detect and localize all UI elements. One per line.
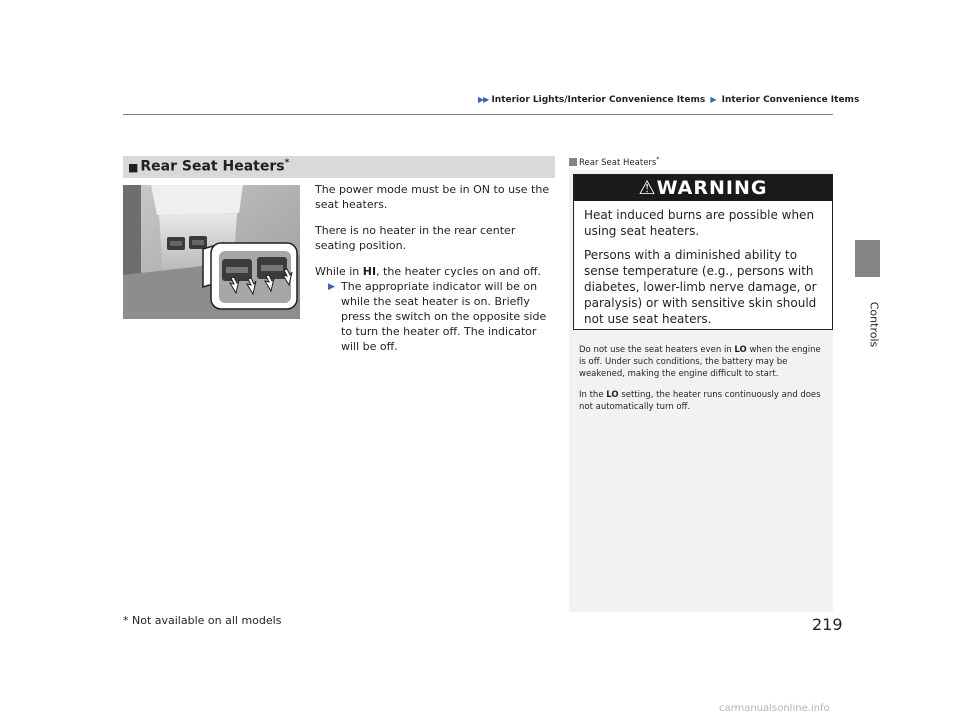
section-title xyxy=(128,158,289,175)
side-note-p2-pre: In the xyxy=(579,390,607,400)
page-number: 219 xyxy=(812,615,843,634)
side-note-p1-post: when the engine is off. Under such conditions, the battery may be weakened, making the engine difficult to start. xyxy=(579,345,821,379)
watermark: carmanualsonline.info xyxy=(719,703,830,714)
side-note-title xyxy=(569,156,833,170)
side-note-title-text: Rear Seat Heaters xyxy=(579,157,657,168)
breadcrumb-arrows-icon: ▶▶ xyxy=(478,95,489,104)
lo-setting-label-2: LO xyxy=(606,390,619,400)
lo-setting-label: LO xyxy=(734,345,747,355)
side-note-p2-post: setting, the heater runs continuously and does not automatically turn off. xyxy=(579,390,821,412)
chapter-tab-label[interactable] xyxy=(857,296,881,356)
note-arrow-icon: ▶ xyxy=(328,282,335,292)
breadcrumb-parent[interactable]: Interior Lights/Interior Convenience Items xyxy=(491,95,706,105)
warning-box xyxy=(573,174,833,330)
side-note-asterisk: * xyxy=(656,156,660,163)
indicator-note-text: The appropriate indicator will be on while the seat heater is on. Briefly press the switch on the opposite side to turn the heater off. The indicator will be off. xyxy=(341,280,547,353)
body-paragraph-3 xyxy=(315,264,555,279)
side-note-paragraph-1 xyxy=(579,344,829,380)
chapter-tab-marker xyxy=(855,240,880,277)
body-paragraph-1: The power mode must be in ON to use the seat heaters. xyxy=(315,183,550,211)
section-title-text: Rear Seat Heaters xyxy=(140,158,285,175)
side-note-p1-pre: Do not use the seat heaters even in xyxy=(579,345,735,355)
body-text xyxy=(315,182,555,354)
body-paragraph-3-pre: While in xyxy=(315,265,363,278)
warning-paragraph-2: Persons with a diminished ability to sense temperature (e.g., persons with diabetes, lower-limb nerve damage, or paralysis) or with sensitive skin should not use seat heaters. xyxy=(584,248,817,326)
section-marker-icon: ■ xyxy=(128,160,139,174)
note-reference-icon xyxy=(569,158,577,166)
section-header xyxy=(123,156,555,178)
warning-label: WARNING xyxy=(656,177,768,199)
chapter-tab-text: Controls xyxy=(867,301,881,348)
side-note-column xyxy=(569,156,833,612)
footnote: * Not available on all models xyxy=(123,614,282,627)
rear-seat-heater-switches-photo xyxy=(123,185,300,319)
warning-triangle-icon: ⚠ xyxy=(638,177,657,199)
hi-setting-label: HI xyxy=(362,265,377,278)
indicator-note xyxy=(315,279,555,354)
body-paragraph-2: There is no heater in the rear center seating position. xyxy=(315,224,516,252)
warning-body xyxy=(574,201,832,327)
header-divider xyxy=(123,114,833,115)
breadcrumb-current[interactable]: Interior Convenience Items xyxy=(721,95,860,105)
section-title-asterisk: * xyxy=(284,158,290,168)
side-note-paragraph-2 xyxy=(579,389,829,413)
breadcrumb xyxy=(478,95,859,105)
side-note-text xyxy=(579,344,829,422)
warning-header xyxy=(574,175,832,201)
body-paragraph-3-post: , the heater cycles on and off. xyxy=(376,265,542,278)
breadcrumb-separator-icon: ▶ xyxy=(710,95,717,104)
warning-paragraph-1: Heat induced burns are possible when using seat heaters. xyxy=(584,208,815,238)
